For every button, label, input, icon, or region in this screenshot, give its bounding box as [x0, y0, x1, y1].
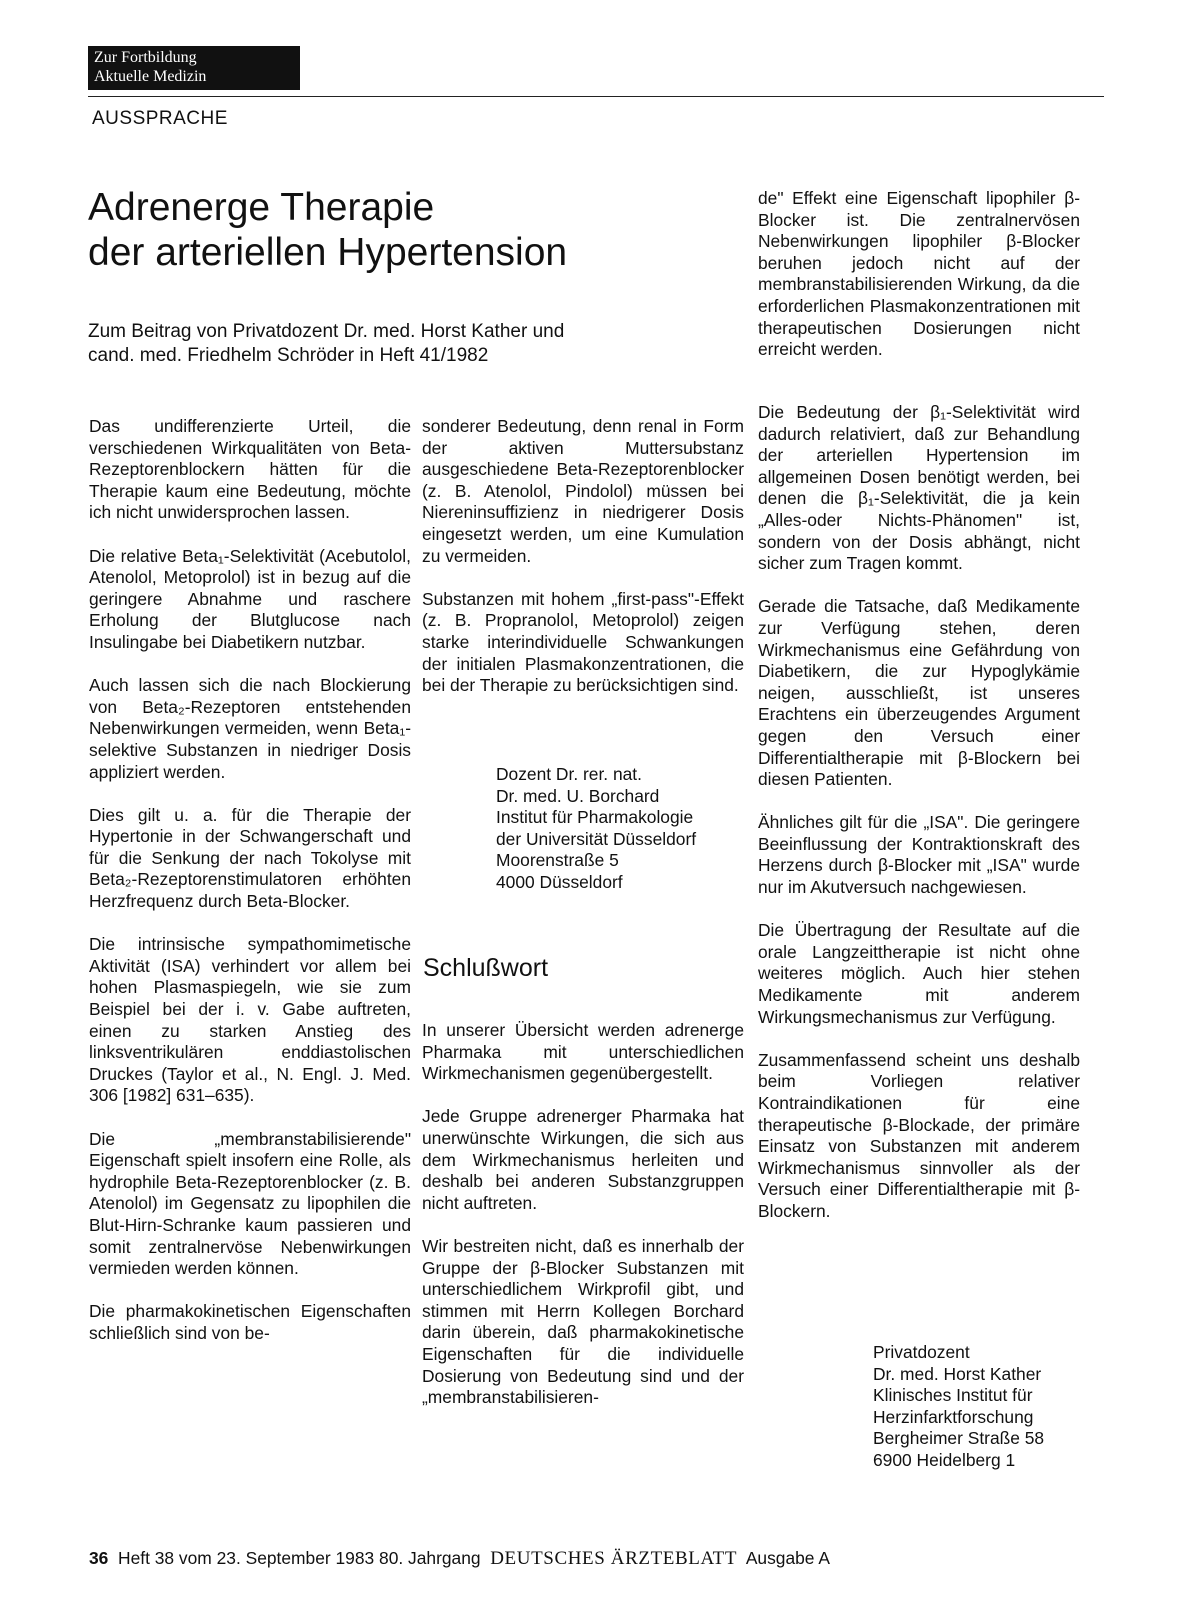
paragraph: In unserer Übersicht werden adrenerge Pharmaka mit unterschiedlichen Wirkmechanismen gegenübergestellt. — [422, 1020, 744, 1084]
paragraph: Substanzen mit hohem „first-pass"-Effekt (z. B. Propranolol, Metoprolol) zeigen starke interindividuelle Schwankungen der initialen Plasmakonzentrationen, die bei der Therapie zu berücksichtigen sind. — [422, 588, 744, 696]
paragraph: Jede Gruppe adrenerger Pharmaka hat unerwünschte Wirkungen, die sich aus dem Wirkmechanismus herleiten und deshalb bei anderen Substanzgruppen nicht auftreten. — [422, 1106, 744, 1213]
subtitle-line-2: cand. med. Friedhelm Schröder in Heft 41/1982 — [88, 345, 489, 366]
address-line: Dr. med. U. Borchard — [496, 785, 660, 806]
paragraph: de" Effekt eine Eigenschaft lipophiler β-Blocker ist. Die zentralnervösen Nebenwirkungen lipophiler β-Blocker beruhen jedoch nicht auf der membranstabilisierenden Wirkung, da die erforderlichen Plasmakonzentrationen mit therapeutischen Dosierungen nicht erreicht werden. — [758, 188, 1080, 360]
paragraph: Ähnliches gilt für die „ISA". Die geringere Beeinflussung der Kontraktionskraft des Herzens durch β-Blocker mit „ISA" wurde nur im Akutversuch nachgewiesen. — [758, 812, 1080, 898]
title-line-2: der arteriellen Hypertension — [88, 231, 568, 274]
edition-label: Ausgabe A — [745, 1548, 830, 1568]
column-2-top — [422, 416, 744, 697]
badge-line-1: Zur Fortbildung — [94, 49, 197, 66]
paragraph: Dies gilt u. a. für die Therapie der Hypertonie in der Schwangerschaft und für die Senkung der nach Tokolyse mit Beta₂-Rezeptorenstimulatoren erhöhten Herzfrequenz durch Beta-Blocker. — [89, 804, 411, 912]
page-number: 36 — [89, 1548, 109, 1568]
address-line: 4000 Düsseldorf — [496, 871, 623, 892]
section-badge — [88, 46, 300, 90]
column-3-top — [758, 188, 1080, 361]
address-line: Klinisches Institut für — [873, 1385, 1033, 1406]
article-subtitle — [88, 320, 564, 368]
paragraph: Das undifferenzierte Urteil, die verschiedenen Wirkqualitäten von Beta-Rezeptorenblockern hätten für die Therapie kaum eine Bedeutung, möchte ich nicht unwidersprochen lassen. — [89, 416, 411, 523]
column-1 — [89, 416, 411, 1345]
badge-line-2: Aktuelle Medizin — [94, 68, 207, 85]
address-line: Herzinfarktforschung — [873, 1406, 1034, 1427]
column-3 — [758, 402, 1080, 1223]
paragraph: Wir bestreiten nicht, daß es innerhalb der Gruppe der β-Blocker Substanzen mit unterschiedlichem Wirkprofil gibt, und stimmen mit Herrn Kollegen Borchard darin überein, daß pharmakokinetische Eigenschaften für die individuelle Dosierung von Bedeutung sind und der „membranstabilisieren- — [422, 1235, 744, 1408]
paragraph: Zusammenfassend scheint uns deshalb beim Vorliegen relativer Kontraindikationen für eine therapeutische β-Blockade, der primäre Einsatz von Substanzen mit anderem Wirkmechanismus sinnvoller als der Versuch einer Differentialtherapie mit β-Blockern. — [758, 1049, 1080, 1221]
article-title — [88, 185, 567, 275]
address-line: 6900 Heidelberg 1 — [873, 1449, 1016, 1470]
author-address-borchard — [496, 764, 696, 894]
page-footer — [89, 1548, 830, 1570]
address-line: Moorenstraße 5 — [496, 850, 619, 871]
section-label: AUSSPRACHE — [92, 108, 228, 129]
title-line-1: Adrenerge Therapie — [88, 186, 435, 229]
address-line: Dr. med. Horst Kather — [873, 1363, 1042, 1384]
issue-info: Heft 38 vom 23. September 1983 80. Jahrgang — [118, 1548, 481, 1568]
author-address-kather — [873, 1342, 1044, 1472]
paragraph: sonderer Bedeutung, denn renal in Form der aktiven Muttersubstanz ausgeschiedene Beta-Rezeptorenblocker (z. B. Atenolol, Pindolol) müssen bei Niereninsuffizienz in niedrigerer Dosis eingesetzt werden, um eine Kumulation zu vermeiden. — [422, 416, 744, 566]
address-line: Institut für Pharmakologie — [496, 807, 694, 828]
address-line: Bergheimer Straße 58 — [873, 1428, 1045, 1449]
address-line: der Universität Düsseldorf — [496, 828, 697, 849]
paragraph: Die pharmakokinetischen Eigenschaften schließlich sind von be- — [89, 1301, 411, 1343]
paragraph: Die Bedeutung der β₁-Selektivität wird dadurch relativiert, daß zur Behandlung der arteriellen Hypertension im allgemeinen Dosen benötigt werden, bei denen die β₁-Selektivität, die ja kein „Alles-oder Nichts-Phänomen" ist, sondern von der Dosis abhängt, nicht sicher zum Tragen kommt. — [758, 402, 1080, 574]
header-rule — [88, 96, 1104, 97]
paragraph: Die Übertragung der Resultate auf die orale Langzeittherapie ist nicht ohne weiteres möglich. Auch hier stehen Medikamente mit anderem Wirkungsmechanismus zur Verfügung. — [758, 920, 1080, 1027]
address-line: Privatdozent — [873, 1342, 970, 1362]
subtitle-line-1: Zum Beitrag von Privatdozent Dr. med. Horst Kather und — [88, 321, 565, 342]
paragraph: Die relative Beta₁-Selektivität (Acebutolol, Atenolol, Metoprolol) ist in bezug auf die geringere Abnahme und raschere Erholung der Blutglucose nach Insulingabe bei Diabetikern nutzbar. — [89, 545, 411, 652]
paragraph: Die „membranstabilisierende" Eigenschaft spielt insofern eine Rolle, als hydrophile Beta-Rezeptorenblocker (z. B. Atenolol) im Gegensatz zu lipophilen die Blut-Hirn-Schranke kaum passieren und somit zentralnervöse Nebenwirkungen vermieden werden können. — [89, 1128, 411, 1279]
column-2-bottom — [422, 1020, 744, 1409]
reply-heading: Schlußwort — [423, 954, 549, 982]
paragraph: Die intrinsische sympathomimetische Aktivität (ISA) verhindert vor allem bei hohen Plasmaspiegeln, wie sie zum Beispiel bei der i. v. Gabe auftreten, einen zu starken Anstieg des linksventrikulären enddiastolischen Druckes (Taylor et al., N. Engl. J. Med. 306 [1982] 631–635). — [89, 934, 411, 1106]
paragraph: Gerade die Tatsache, daß Medikamente zur Verfügung stehen, deren Wirkmechanismus eine Gefährdung von Diabetikern, die zur Hypoglykämie neigen, ausschließt, ist unseres Erachtens ein überzeugendes Argument gegen den Versuch einer Differentialtherapie mit β-Blockern bei diesen Patienten. — [758, 596, 1080, 790]
address-line: Dozent Dr. rer. nat. — [496, 764, 642, 784]
paragraph: Auch lassen sich die nach Blockierung von Beta₂-Rezeptoren entstehenden Nebenwirkungen vermeiden, wenn Beta₁-selektive Substanzen in niedriger Dosis appliziert werden. — [89, 675, 411, 782]
journal-name: DEUTSCHES ÄRZTEBLATT — [490, 1548, 738, 1569]
